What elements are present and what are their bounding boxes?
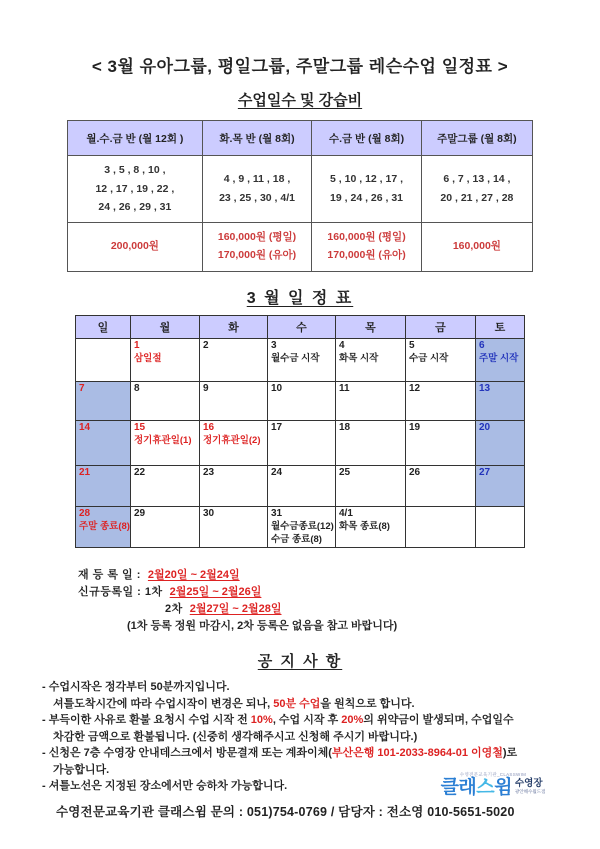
fee-table [67,120,533,272]
calendar-day-cell [131,339,200,382]
calendar-week-row [76,382,525,421]
calendar-day-number: 25 [339,467,351,478]
calendar-day-cell [76,382,131,421]
calendar-day-number: 22 [134,467,146,478]
calendar-day-cell [131,421,200,466]
calendar-day-cell [476,382,525,421]
fee-class-header: 주말그룹 (월 8회) [421,121,532,156]
new-registration-line-2 [78,601,600,618]
calendar-day-cell [131,466,200,507]
classwim-logo [418,772,568,798]
calendar-day-cell [336,421,406,466]
calendar-day-number: 27 [479,467,491,478]
calendar-day-number: 21 [79,467,91,478]
calendar-week-row [76,421,525,466]
calendar-day-number: 30 [203,508,215,519]
logo-caption-top: 수영전문교육기관_CLASSWIM [459,772,527,777]
calendar-day-cell [268,421,336,466]
calendar-week-row [76,466,525,507]
calendar-day-cell [476,421,525,466]
calendar-day-note: 월수금 시작 [271,353,320,364]
notice-text-highlight: 10% [250,714,273,726]
calendar-day-cell [268,507,336,548]
calendar-day-number: 23 [203,467,215,478]
calendar-day-number: 2 [203,340,209,351]
calendar-day-cell [200,382,268,421]
calendar-day-cell [476,466,525,507]
notice-text: , 수업 시작 후 [272,714,342,726]
calendar-day-note: 수금 종료(8) [271,534,322,545]
registration-block [78,567,600,635]
notice-text-highlight: 50분 수업 [273,697,321,710]
fee-class-header: 화.목 반 (월 8회) [202,121,312,156]
fee-class-header: 수.금 반 (월 8회) [312,121,422,156]
notice-text: 을 원칙으로 합니다. [320,697,415,710]
calendar-day-note: 삼일절 [134,353,162,364]
calendar-day-cell [406,466,476,507]
fee-days-row [68,156,533,223]
new-registration-line-1 [78,584,600,601]
calendar-day-header: 금 [406,316,476,339]
calendar-day-cell [336,382,406,421]
fee-class-price: 160,000원 [421,223,532,272]
calendar-day-header: 토 [476,316,525,339]
calendar-day-number: 8 [134,383,140,394]
new-registration-label: 신규등록일 : 1차 [78,586,163,598]
notice-line: - 신청은 7층 수영장 안내데스크에서 방문결재 또는 계좌이체(부산은행 101-2033-8964-01 이영철)로 [42,747,518,759]
calendar-day-cell [200,466,268,507]
calendar-day-header: 목 [336,316,406,339]
calendar-day-cell [131,507,200,548]
new-registration-dates-1: 2월25일 ~ 2월26일 [169,586,262,598]
notice-line: - 수업시작은 정각부터 50분까지입니다. [42,681,230,693]
notice-text-highlight: 20% [341,714,364,726]
logo-side-text [515,778,545,795]
notice-text: 셔틀노선은 지정된 장소에서만 승하차 가능합니다. [48,780,288,792]
calendar-day-number: 16 [203,422,215,433]
notice-text: 부득이한 사유로 환불 요청시 수업 시작 전 [48,714,251,726]
calendar-day-note: 정기휴관일(2) [203,435,261,446]
notice-text: 수업시작은 정각부터 50분까지입니다. [48,681,230,693]
calendar-day-number: 19 [409,422,421,433]
fee-class-header: 월.수.금 반 (월 12회 ) [68,121,203,156]
registration-note: (1차 등록 정원 마감시, 2차 등록은 없음을 참고 바랍니다) [127,620,398,632]
notice-line: - 부득이한 사유로 환불 요청시 수업 시작 전 10%, 수업 시작 후 20%의 위약금이 발생되며, 수업일수 [42,714,514,726]
logo-wordmark-part: 스 [476,777,495,798]
calendar-day-cell [336,507,406,548]
calendar-week-row [76,339,525,382]
fee-class-days: 6 , 7 , 13 , 14 , 20 , 21 , 27 , 28 [421,156,532,223]
notice-text: 차감한 금액으로 환불됩니다. (신중히 생각해주시고 신청해 주시기 바랍니다.) [53,730,418,743]
calendar-day-number: 31 [271,508,283,519]
calendar-day-cell [76,421,131,466]
page-title: < 3월 유아그룹, 평일그룹, 주말그룹 레슨수업 일정표 > [91,57,509,76]
calendar-day-number: 29 [134,508,146,519]
fee-class-days: 4 , 9 , 11 , 18 , 23 , 25 , 30 , 4/1 [202,156,312,223]
calendar-day-cell [131,382,200,421]
calendar-day-number: 3 [271,340,277,351]
calendar-day-cell [200,421,268,466]
fee-class-price: 160,000원 (평일) 170,000원 (유아) [312,223,422,272]
calendar-day-cell [268,466,336,507]
calendar-day-number: 12 [409,383,421,394]
notice-text: 신청은 7층 수영장 안내데스크에서 방문결재 또는 계좌이체( [48,747,332,759]
calendar-day-number: 20 [479,422,491,433]
calendar-day-number: 17 [271,422,283,433]
notice-text: )로 [502,747,518,759]
calendar-heading: 3 월 일 정 표 [246,290,354,307]
new-registration-round2-label: 2차 [165,603,183,615]
calendar-day-cell [76,507,131,548]
calendar-day-cell [76,466,131,507]
march-calendar [75,315,525,548]
reregistration-label: 재 등 록 일 : [78,569,141,581]
notice-text-highlight: 부산은행 101-2033-8964-01 이영철 [331,747,503,759]
notice-text: 셔틀도착시간에 따라 수업시작이 변경은 되나, [53,697,274,710]
calendar-day-cell [406,507,476,548]
contact-footer: 수영전문교육기관 클래스윔 문의 : 051)754-0769 / 담당자 : 전소영 010-5651-5020 [56,804,515,819]
calendar-day-cell [406,421,476,466]
reregistration-line [78,567,600,584]
notice-text: 의 위약금이 발생되며, 수업일수 [363,714,514,726]
logo-wordmark [441,778,512,798]
calendar-day-cell [76,339,131,382]
new-registration-dates-2: 2월27일 ~ 2월28일 [189,603,282,615]
fee-header-row [68,121,533,156]
calendar-day-number: 11 [339,383,350,394]
calendar-day-number: 13 [479,383,491,394]
calendar-day-number: 5 [409,340,415,351]
calendar-header-row [76,316,525,339]
calendar-day-cell [200,339,268,382]
calendar-day-note: 정기휴관일(1) [134,435,192,446]
calendar-day-number: 18 [339,422,351,433]
logo-pool-label: 수영장 [515,778,543,789]
fee-price-row [68,223,533,272]
calendar-day-header: 일 [76,316,131,339]
calendar-day-note: 화목 종료(8) [339,521,390,532]
fee-class-days: 5 , 10 , 12 , 17 , 19 , 24 , 26 , 31 [312,156,422,223]
notice-line: - 셔틀노선은 지정된 장소에서만 승하차 가능합니다. [42,780,288,792]
calendar-day-cell [406,382,476,421]
calendar-day-cell [336,466,406,507]
calendar-day-note: 주말 종료(8) [79,521,130,532]
calendar-day-number: 9 [203,383,209,394]
notice-line [42,729,580,746]
calendar-day-number: 26 [409,467,421,478]
calendar-day-number: 4/1 [339,508,353,519]
logo-wordmark-part: 클래 [440,777,477,798]
logo-branch-label: 광안해수월드점 [515,789,546,794]
calendar-week-row [76,507,525,548]
calendar-day-number: 15 [134,422,146,433]
calendar-day-note: 수금 시작 [409,353,449,364]
calendar-day-number: 14 [79,422,91,433]
calendar-day-number: 10 [271,383,283,394]
fee-class-price: 200,000원 [68,223,203,272]
calendar-day-number: 28 [79,508,91,519]
calendar-day-number: 7 [79,383,85,394]
calendar-day-header: 화 [200,316,268,339]
notice-line [42,696,580,713]
fee-section-heading: 수업일수 및 강습비 [237,92,363,109]
calendar-day-header: 월 [131,316,200,339]
calendar-day-number: 24 [271,467,283,478]
calendar-day-number: 6 [479,340,485,351]
calendar-day-header: 수 [268,316,336,339]
notice-heading: 공 지 사 항 [257,653,343,670]
calendar-day-number: 1 [134,340,140,351]
notice-text: 가능합니다. [53,763,110,776]
logo-wordmark-part: 윔 [494,777,512,798]
calendar-day-cell [476,339,525,382]
fee-class-days: 3 , 5 , 8 , 10 , 12 , 17 , 19 , 22 , 24 , 26 , 29 , 31 [68,156,203,223]
calendar-day-cell [200,507,268,548]
calendar-day-cell [476,507,525,548]
calendar-day-cell [336,339,406,382]
calendar-day-note: 화목 시작 [339,353,379,364]
calendar-day-note: 월수금종료(12) [271,521,334,532]
calendar-day-cell [406,339,476,382]
calendar-day-note: 주말 시작 [479,353,519,364]
fee-class-price: 160,000원 (평일) 170,000원 (유아) [202,223,312,272]
calendar-day-cell [268,382,336,421]
calendar-day-cell [268,339,336,382]
calendar-day-number: 4 [339,340,345,351]
reregistration-dates: 2월20일 ~ 2월24일 [147,569,240,581]
